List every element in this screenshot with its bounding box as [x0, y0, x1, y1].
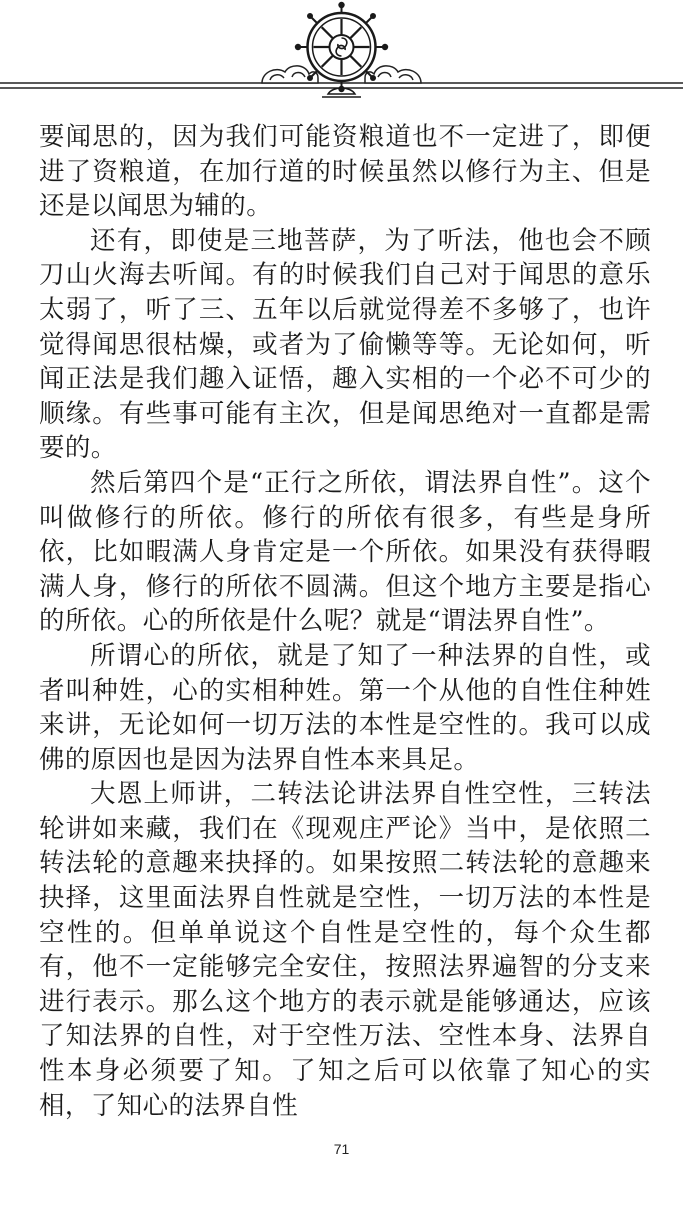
- paragraph: 然后第四个是“正行之所依，谓法界自性”。这个叫做修行的所依。修行的所依有很多，有些是身所依，比如暇满人身肯定是一个所依。如果没有获得暇满人身，修行的所依不圆满。但这个地方主要是指心的所依。心的所依是什么呢？就是“谓法界自性”。: [39, 467, 651, 637]
- page-header: [0, 0, 683, 110]
- body-text: [39, 120, 651, 1123]
- paragraph: 大恩上师讲，二转法论讲法界自性空性，三转法轮讲如来藏，我们在《现观庄严论》当中，是依照二转法轮的意趣来抉择的。如果按照二转法轮的意趣来抉择，这里面法界自性就是空性，一切万法的本性是空性的。但单单说这个自性是空性的，每个众生都有，他不一定能够完全安住，按照法界遍智的分支来进行表示。那么这个地方的表示就是能够通达，应该了知法界的自性，对于空性万法、空性本身、法界自性本身必须要了知。了知之后可以依靠了知心的实相，了知心的法界自性: [39, 779, 651, 1121]
- header-ornament: [0, 0, 683, 110]
- paragraph: 还有，即使是三地菩萨，为了听法，他也会不顾刀山火海去听闻。有的时候我们自己对于闻思的意乐太弱了，听了三、五年以后就觉得差不多够了，也许觉得闻思很枯燥，或者为了偷懒等等。无论如何，听闻正法是我们趣入证悟，趣入实相的一个必不可少的顺缘。有些事可能有主次，但是闻思绝对一直都是需要的。: [39, 225, 651, 464]
- paragraph: 所谓心的所依，就是了知了一种法界的自性，或者叫种姓，心的实相种姓。第一个从他的自性住种姓来讲，无论如何一切万法的本性是空性的。我可以成佛的原因也是因为法界自性本来具足。: [39, 640, 651, 775]
- page-number: 71: [333, 1141, 350, 1157]
- paragraph: 要闻思的，因为我们可能资粮道也不一定进了，即便进了资粮道，在加行道的时候虽然以修行为主、但是还是以闻思为辅的。: [39, 122, 651, 222]
